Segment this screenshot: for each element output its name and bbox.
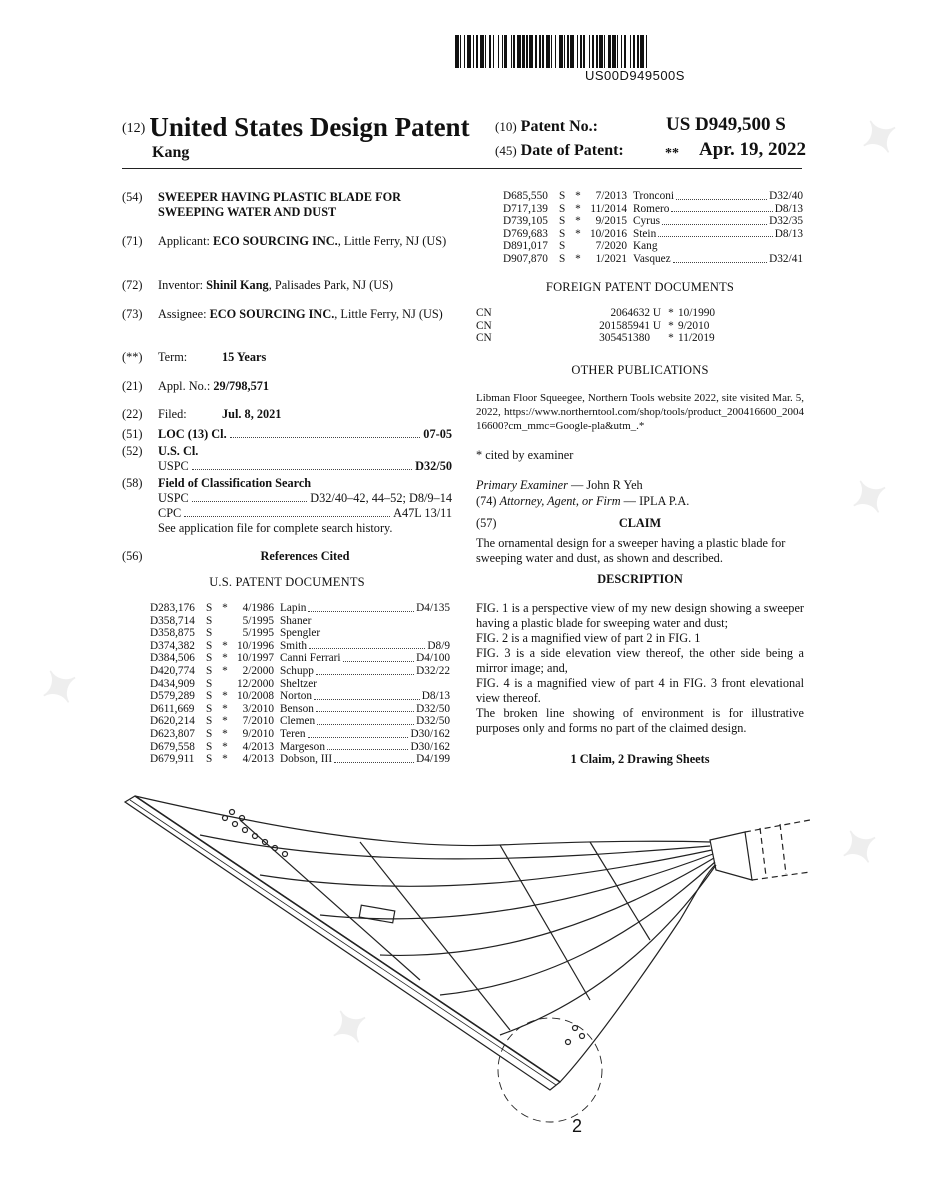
watermark-glyph: ✦ bbox=[318, 993, 382, 1063]
field-term: (**) Term: 15 Years bbox=[122, 350, 267, 364]
ref-date: 10/2016 bbox=[589, 227, 627, 240]
us-reference-row bbox=[503, 240, 803, 253]
ref-number: D384,506 bbox=[150, 652, 195, 665]
dot-leader bbox=[316, 665, 414, 675]
ref-inventor-class bbox=[633, 253, 803, 266]
ref-class: D8/13 bbox=[774, 202, 803, 215]
ref-number: D434,909 bbox=[150, 677, 195, 690]
ref-date: 12/2000 bbox=[236, 677, 274, 690]
ref-class: D32/50 bbox=[416, 715, 450, 728]
ref-kind: S bbox=[206, 753, 213, 766]
ref-cited-marker: * bbox=[222, 715, 228, 728]
watermark-glyph: ✦ bbox=[828, 813, 892, 883]
ref-cited-marker bbox=[218, 627, 232, 640]
ref-date: 3/2010 bbox=[242, 702, 274, 715]
ref-cited-marker: * bbox=[222, 639, 228, 652]
barcode-bar bbox=[647, 35, 650, 68]
ref-class: D32/40 bbox=[769, 190, 803, 202]
field-21: (21) Appl. No.: 29/798,571 bbox=[122, 379, 270, 393]
ref-class: D8/13 bbox=[774, 227, 803, 240]
ref-kind: S bbox=[206, 602, 213, 614]
ref-kind: S bbox=[559, 202, 566, 215]
description-fig1: FIG. 1 is a perspective view of my new design showing a sweeper having a plastic blade for sweeping water and dust; bbox=[476, 601, 804, 630]
us-reference-row bbox=[503, 228, 803, 241]
ref-number: D891,017 bbox=[503, 240, 548, 253]
ref-date: 2/2000 bbox=[242, 664, 274, 677]
ref-date: 7/2010 bbox=[242, 715, 274, 728]
ref-inventor: Lapin bbox=[280, 602, 307, 614]
ref-inventor: Cyrus bbox=[633, 215, 660, 228]
inventor-surname: Kang bbox=[152, 144, 190, 161]
ref-number: D620,214 bbox=[150, 715, 195, 728]
ref-inventor-class bbox=[633, 203, 803, 216]
foreign-cited-marker: * bbox=[668, 319, 674, 332]
watermark-glyph: ✦ bbox=[848, 103, 912, 173]
ref-date: 10/2008 bbox=[236, 690, 274, 703]
ref-cited-marker bbox=[571, 240, 585, 253]
attorney: (74) Attorney, Agent, or Firm — IPLA P.A. bbox=[476, 494, 690, 508]
us-reference-row bbox=[150, 652, 450, 665]
search-cpc: A47L 13/11 bbox=[393, 506, 452, 520]
field-54: (54) SWEEPER HAVING PLASTIC BLADE FOR SWEEPING WATER AND DUST bbox=[122, 190, 452, 220]
foreign-date: 11/2019 bbox=[678, 332, 715, 345]
dot-leader bbox=[673, 253, 767, 263]
ref-inventor-class bbox=[280, 665, 450, 678]
ref-cited-marker: * bbox=[575, 215, 581, 228]
us-reference-row bbox=[503, 190, 803, 203]
ref-inventor-class bbox=[280, 652, 450, 665]
ref-kind: S bbox=[206, 740, 213, 753]
ref-number: D374,382 bbox=[150, 639, 195, 652]
description-fig2: FIG. 2 is a magnified view of part 2 in FIG. 1 bbox=[476, 631, 701, 645]
ref-date: 5/1995 bbox=[242, 614, 274, 627]
ref-inventor: Norton bbox=[280, 690, 313, 703]
field-22: (22) Filed: Jul. 8, 2021 bbox=[122, 407, 282, 421]
ref-cited-marker: * bbox=[575, 202, 581, 215]
us-reference-row bbox=[150, 640, 450, 653]
ref-number: D679,911 bbox=[150, 753, 195, 766]
assignee-name: ECO SOURCING INC. bbox=[209, 307, 335, 321]
us-patent-documents-heading: U.S. PATENT DOCUMENTS bbox=[209, 575, 365, 589]
description-broken-line-note: The broken line showing of environment is for illustrative purposes only and forms no part of the claimed design. bbox=[476, 706, 804, 735]
ref-date: 10/1996 bbox=[236, 639, 274, 652]
us-reference-row bbox=[150, 741, 450, 754]
ref-cited-marker: * bbox=[575, 190, 581, 202]
ref-number: D358,714 bbox=[150, 614, 195, 627]
dot-leader bbox=[309, 640, 425, 650]
other-publications-heading: OTHER PUBLICATIONS bbox=[571, 363, 709, 377]
watermark-glyph: ✦ bbox=[838, 463, 902, 533]
us-reference-row bbox=[150, 703, 450, 716]
foreign-date: 10/1990 bbox=[678, 307, 716, 319]
barcode bbox=[455, 35, 805, 68]
description-fig4: FIG. 4 is a magnified view of part 4 in FIG. 3 front elevational view thereof. bbox=[476, 676, 804, 705]
dot-leader bbox=[676, 190, 767, 200]
patent-number-label: Patent No.: bbox=[520, 118, 598, 135]
ref-class: D8/13 bbox=[421, 690, 450, 703]
design-title: SWEEPER HAVING PLASTIC BLADE FOR SWEEPING WATER AND DUST bbox=[158, 190, 402, 219]
ref-kind: S bbox=[206, 652, 213, 665]
patent-title-block bbox=[122, 112, 470, 143]
ref-date: 7/2013 bbox=[595, 190, 627, 202]
us-reference-row bbox=[150, 728, 450, 741]
us-reference-row bbox=[503, 253, 803, 266]
ref-inventor: Smith bbox=[280, 639, 307, 652]
foreign-docs-heading: FOREIGN PATENT DOCUMENTS bbox=[545, 280, 735, 294]
ref-inventor: Stein bbox=[633, 227, 657, 240]
ref-inventor: Dobson, III bbox=[280, 753, 333, 766]
us-reference-row bbox=[150, 753, 450, 766]
foreign-number: 201585941 bbox=[599, 319, 650, 332]
patent-type-title: United States Design Patent bbox=[149, 112, 470, 142]
ref-inventor: Romero bbox=[633, 202, 670, 215]
ref-inventor-class bbox=[633, 228, 803, 241]
field-73: (73) Assignee: ECO SOURCING INC., Little Ferry, NJ (US) bbox=[122, 307, 443, 321]
ref-kind: S bbox=[559, 240, 566, 253]
dot-leader bbox=[327, 741, 408, 751]
primary-examiner: Primary Examiner — John R Yeh bbox=[476, 478, 643, 492]
us-reference-row bbox=[150, 602, 450, 615]
ref-inventor: Tronconi bbox=[633, 190, 675, 202]
ref-number: D739,105 bbox=[503, 215, 548, 228]
ref-number: D679,558 bbox=[150, 740, 195, 753]
dot-leader bbox=[658, 228, 773, 238]
ref-kind: S bbox=[206, 627, 213, 640]
ref-cited-marker bbox=[218, 678, 232, 691]
ref-number: D358,875 bbox=[150, 627, 195, 640]
dot-leader bbox=[314, 690, 420, 700]
ref-class: D32/41 bbox=[769, 252, 803, 265]
ref-cited-marker: * bbox=[222, 740, 228, 753]
ref-kind: S bbox=[206, 702, 213, 715]
ref-date: 4/2013 bbox=[242, 753, 274, 766]
us-reference-row bbox=[150, 715, 450, 728]
ref-inventor-class bbox=[280, 640, 450, 653]
ref-inventor: Spengler bbox=[280, 627, 321, 640]
foreign-kind: U bbox=[652, 319, 662, 332]
ref-cited-marker: * bbox=[222, 727, 228, 740]
ref-cited-marker bbox=[218, 615, 232, 628]
dot-leader bbox=[662, 215, 767, 225]
ref-cited-marker: * bbox=[222, 664, 228, 677]
ref-class: D30/162 bbox=[410, 740, 450, 753]
ref-inventor: Sheltzer bbox=[280, 677, 318, 690]
patent-date: Apr. 19, 2022 bbox=[699, 139, 806, 160]
ref-kind: S bbox=[206, 690, 213, 703]
ref-inventor: Margeson bbox=[280, 740, 325, 753]
ref-cited-marker: * bbox=[222, 602, 228, 614]
ref-date: 4/2013 bbox=[242, 740, 274, 753]
foreign-cited-marker: * bbox=[668, 307, 674, 319]
foreign-kind bbox=[650, 332, 664, 345]
ref-inventor: Teren bbox=[280, 727, 306, 740]
ref-kind: S bbox=[206, 639, 213, 652]
claim-text: The ornamental design for a sweeper having a plastic blade for sweeping water and dust, as shown and described. bbox=[476, 536, 786, 565]
foreign-docs-list bbox=[476, 307, 804, 345]
dot-leader bbox=[308, 728, 409, 738]
dot-leader bbox=[308, 602, 414, 612]
us-reference-row bbox=[150, 627, 450, 640]
ref-kind: S bbox=[206, 677, 213, 690]
ref-number: D420,774 bbox=[150, 664, 195, 677]
foreign-number: 2064632 bbox=[610, 307, 650, 319]
publication-number: US00D949500S bbox=[585, 68, 685, 83]
sheets-note: 1 Claim, 2 Drawing Sheets bbox=[570, 752, 710, 766]
sweeper-perspective-drawing bbox=[120, 780, 810, 1150]
filed-date: Jul. 8, 2021 bbox=[222, 407, 282, 421]
us-reference-row bbox=[503, 203, 803, 216]
us-references-left bbox=[150, 602, 450, 766]
ref-inventor-class bbox=[633, 240, 803, 253]
ref-inventor-class bbox=[280, 715, 450, 728]
ref-inventor-class bbox=[633, 215, 803, 228]
ref-date: 9/2010 bbox=[242, 727, 274, 740]
ref-number: D685,550 bbox=[503, 190, 548, 202]
ref-date: 4/1986 bbox=[242, 602, 274, 614]
description-fig3: FIG. 3 is a side elevation view thereof, the other side being a mirror image; and, bbox=[476, 646, 804, 675]
ref-kind: S bbox=[206, 614, 213, 627]
ref-kind: S bbox=[559, 215, 566, 228]
ref-kind: S bbox=[559, 252, 566, 265]
ref-number: D623,807 bbox=[150, 727, 195, 740]
field-72: (72) Inventor: Shinil Kang, Palisades Park, NJ (US) bbox=[122, 278, 394, 292]
ref-date: 11/2014 bbox=[590, 202, 627, 215]
ref-number: D611,669 bbox=[150, 702, 195, 715]
ref-date: 7/2020 bbox=[595, 240, 627, 253]
date-marker: ** bbox=[665, 146, 679, 161]
patent-number: US D949,500 S bbox=[666, 114, 786, 135]
ref-inventor-class bbox=[280, 615, 450, 628]
us-reference-row bbox=[503, 215, 803, 228]
field-56: (56) References Cited bbox=[122, 549, 350, 563]
patent-number-row: (10) Patent No.: bbox=[495, 118, 598, 135]
other-publications-text: Libman Floor Squeegee, Northern Tools website 2022, site visited Mar. 5, 2022, https://www.northerntool.com/shop/tools/product_200416600_200416600?cm_mmc=Google-pla&utm_.* bbox=[476, 392, 804, 432]
foreign-kind: U bbox=[652, 307, 662, 319]
loc-class: 07-05 bbox=[423, 427, 452, 441]
ref-class: D8/9 bbox=[427, 639, 450, 652]
type-code: (12) bbox=[122, 121, 146, 136]
watermark-glyph: ✦ bbox=[28, 653, 92, 723]
ref-inventor-class bbox=[280, 753, 450, 766]
ref-number: D283,176 bbox=[150, 602, 195, 614]
ref-cited-marker: * bbox=[222, 690, 228, 703]
ref-number: D579,289 bbox=[150, 690, 195, 703]
foreign-cited-marker: * bbox=[668, 332, 674, 345]
ref-inventor-class bbox=[280, 602, 450, 615]
us-reference-row bbox=[150, 678, 450, 691]
description-heading: DESCRIPTION bbox=[597, 572, 683, 586]
claim-heading-row: (57) CLAIM bbox=[476, 516, 804, 531]
ref-cited-marker: * bbox=[222, 702, 228, 715]
ref-inventor-class bbox=[280, 741, 450, 754]
description-body bbox=[476, 601, 804, 736]
cited-by-examiner-note: * cited by examiner bbox=[476, 448, 574, 462]
us-class: D32/50 bbox=[415, 459, 452, 473]
foreign-country: CN bbox=[476, 307, 492, 319]
ref-inventor-class bbox=[633, 190, 803, 203]
dot-leader bbox=[316, 703, 414, 713]
ref-cited-marker: * bbox=[222, 753, 228, 766]
ref-kind: S bbox=[559, 190, 566, 202]
date-label: Date of Patent: bbox=[520, 142, 624, 159]
ref-inventor: Canni Ferrari bbox=[280, 652, 341, 665]
dot-leader bbox=[317, 715, 414, 725]
us-reference-row bbox=[150, 615, 450, 628]
ref-inventor: Vasquez bbox=[633, 252, 671, 265]
foreign-date: 9/2010 bbox=[678, 319, 710, 332]
ref-class: D4/100 bbox=[416, 652, 450, 665]
ref-date: 9/2015 bbox=[595, 215, 627, 228]
us-reference-row bbox=[150, 690, 450, 703]
ref-date: 10/1997 bbox=[236, 652, 274, 665]
ref-inventor: Kang bbox=[633, 240, 658, 253]
header-divider bbox=[122, 168, 802, 169]
applicant-name: ECO SOURCING INC. bbox=[213, 234, 338, 248]
foreign-country: CN bbox=[476, 332, 492, 345]
ref-kind: S bbox=[206, 727, 213, 740]
foreign-reference-row bbox=[476, 307, 804, 320]
ref-inventor: Schupp bbox=[280, 664, 314, 677]
ref-number: D717,139 bbox=[503, 202, 548, 215]
us-reference-row bbox=[150, 665, 450, 678]
ref-inventor-class bbox=[280, 703, 450, 716]
term-value: 15 Years bbox=[222, 350, 267, 364]
inventor-name: Shinil Kang bbox=[206, 278, 269, 292]
foreign-number: 305451380 bbox=[599, 332, 650, 345]
foreign-reference-row bbox=[476, 332, 804, 345]
ref-class: D4/199 bbox=[416, 753, 450, 766]
ref-inventor-class bbox=[280, 728, 450, 741]
ref-class: D32/50 bbox=[416, 702, 450, 715]
claim-heading: CLAIM bbox=[618, 516, 662, 530]
field-58: (58) Field of Classification Search USPC D32/40–42, 44–52; D8/9–14 CPC A47L 13/11 See application file for complete search history. bbox=[122, 476, 452, 535]
foreign-reference-row bbox=[476, 320, 804, 333]
search-uspc: D32/40–42, 44–52; D8/9–14 bbox=[310, 491, 452, 505]
field-71: (71) Applicant: ECO SOURCING INC., Little Ferry, NJ (US) bbox=[122, 234, 447, 248]
ref-inventor: Clemen bbox=[280, 715, 316, 728]
figure-reference-label: 2 bbox=[572, 1116, 583, 1136]
ref-inventor-class bbox=[280, 690, 450, 703]
dot-leader bbox=[671, 203, 772, 213]
foreign-country: CN bbox=[476, 319, 492, 332]
ref-inventor: Benson bbox=[280, 702, 314, 715]
us-references-right bbox=[503, 190, 803, 266]
patent-date-row: (45) Date of Patent: bbox=[495, 142, 624, 159]
ref-inventor-class bbox=[280, 627, 450, 640]
application-number: 29/798,571 bbox=[213, 379, 270, 393]
ref-class: D32/35 bbox=[769, 215, 803, 228]
ref-inventor-class bbox=[280, 678, 450, 691]
field-52: (52) U.S. Cl. USPC D32/50 bbox=[122, 444, 452, 473]
ref-inventor: Shaner bbox=[280, 614, 312, 627]
field-51: (51) LOC (13) Cl. 07-05 bbox=[122, 427, 452, 441]
ref-kind: S bbox=[206, 664, 213, 677]
ref-cited-marker: * bbox=[575, 227, 581, 240]
ref-number: D769,683 bbox=[503, 227, 548, 240]
ref-cited-marker: * bbox=[575, 252, 581, 265]
ref-class: D30/162 bbox=[410, 727, 450, 740]
ref-class: D32/22 bbox=[416, 664, 450, 677]
ref-cited-marker: * bbox=[222, 652, 228, 665]
ref-date: 5/1995 bbox=[242, 627, 274, 640]
ref-date: 1/2021 bbox=[595, 252, 627, 265]
ref-kind: S bbox=[559, 227, 566, 240]
dot-leader bbox=[343, 652, 415, 662]
ref-number: D907,870 bbox=[503, 252, 548, 265]
dot-leader bbox=[334, 753, 414, 763]
ref-class: D4/135 bbox=[416, 602, 450, 614]
ref-kind: S bbox=[206, 715, 213, 728]
